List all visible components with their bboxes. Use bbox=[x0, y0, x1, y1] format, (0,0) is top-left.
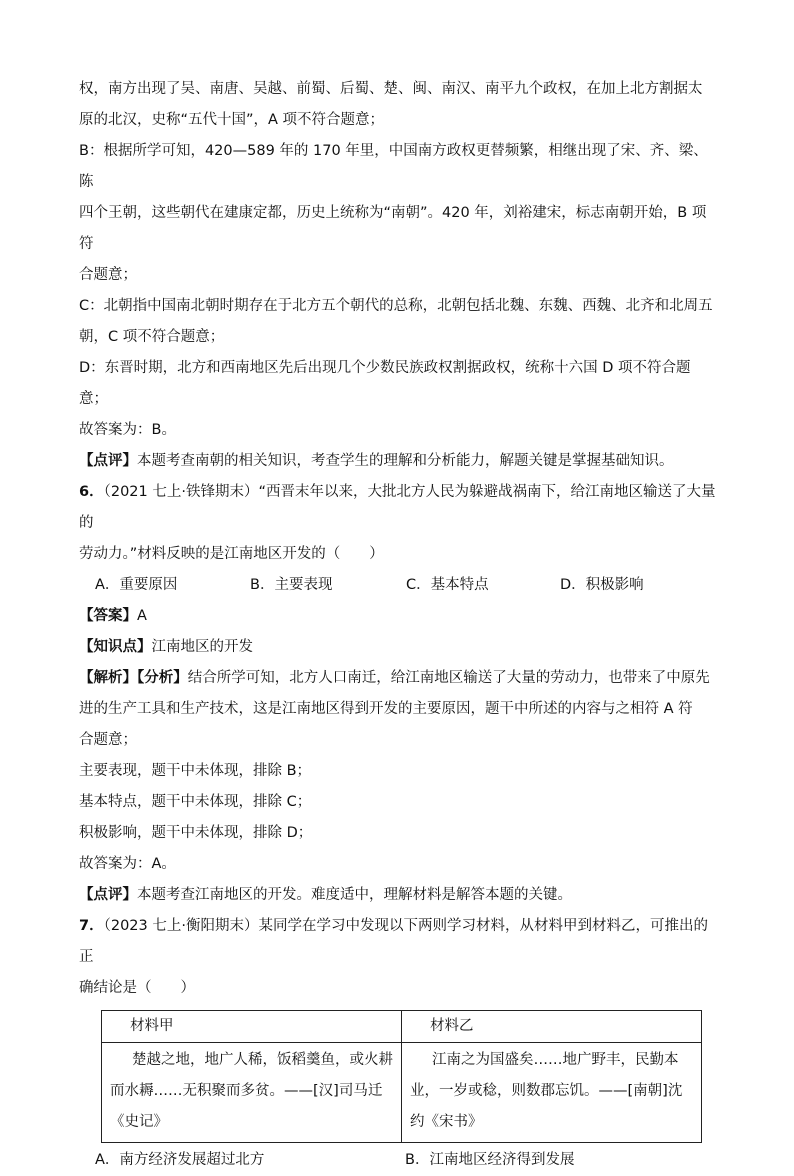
option-c: C．基本特点 bbox=[406, 577, 489, 593]
material-b-header: 材料乙 bbox=[402, 1011, 702, 1043]
option-d-analysis: D：东晋时期，北方和西南地区先后出现几个少数民族政权割据政权，统称十六国 D 项不符合题 bbox=[79, 360, 691, 376]
text-line: 权，南方出现了吴、南唐、吴越、前蜀、后蜀、楚、闽、南汉、南平九个政权，在加上北方割据太 bbox=[79, 81, 703, 97]
knowledge-point-line bbox=[79, 632, 719, 663]
option-a: A．重要原因 bbox=[95, 577, 178, 593]
comment-tag: 【点评】 bbox=[79, 887, 137, 903]
question-text: 某同学在学习中发现以下两则学习材料，从材料甲到材料乙，可推出的正 bbox=[79, 918, 708, 965]
option-b: B．江南地区经济得到发展 bbox=[405, 1152, 575, 1168]
knowledge-point-tag: 【知识点】 bbox=[79, 639, 152, 655]
material-b-content: 江南之为国盛矣……地广野丰，民勤本业，一岁或稔，则数郡忘饥。——[南朝]沈约《宋书》 bbox=[402, 1043, 702, 1143]
option-c-analysis: C：北朝指中国南北朝时期存在于北方五个朝代的总称，北朝包括北魏、东魏、西魏、北齐和北周五 bbox=[79, 298, 713, 314]
answer-line: 故答案为：B。 bbox=[79, 422, 176, 438]
comment-text: 本题考查江南地区的开发。难度适中，理解材料是解答本题的关键。 bbox=[137, 887, 572, 903]
question-text: “西晋末年以来，大批北方人民为躲避战祸南下，给江南地区输送了大量的 bbox=[79, 484, 716, 531]
option-b-analysis: B：根据所学可知，420—589 年的 170 年里，中国南方政权更替频繁，相继出现了宋、齐、梁、陈 bbox=[79, 143, 708, 190]
answer-line bbox=[79, 601, 719, 632]
exclusion-line: 基本特点，题干中未体现，排除 C； bbox=[79, 794, 312, 810]
question-number: 7． bbox=[79, 918, 104, 934]
materials-table bbox=[101, 1010, 702, 1143]
question-7-stem bbox=[79, 911, 719, 973]
question-text: 劳动力。”材料反映的是江南地区开发的（ ） bbox=[79, 546, 384, 562]
text-line: 朝，C 项不符合题意； bbox=[79, 329, 225, 345]
knowledge-point-text: 江南地区的开发 bbox=[151, 639, 253, 655]
answer-value: A bbox=[137, 608, 147, 624]
comment-line bbox=[79, 880, 719, 911]
comment-tag: 【点评】 bbox=[79, 453, 137, 469]
option-d: D．积极影响 bbox=[560, 577, 644, 593]
material-a-content: 楚越之地，地广人稀，饭稻羹鱼，或火耕而水耨……无积聚而多贫。——[汉]司马迁《史记》 bbox=[102, 1043, 402, 1143]
question-source: （2021 七上·铁锋期末） bbox=[103, 484, 259, 500]
answer-line: 故答案为：A。 bbox=[79, 856, 176, 872]
text-line: 合题意； bbox=[79, 267, 137, 283]
text-line: 意； bbox=[79, 391, 108, 407]
exclusion-line: 主要表现，题干中未体现，排除 B； bbox=[79, 763, 312, 779]
analysis-text: 结合所学可知，北方人口南迁，给江南地区输送了大量的劳动力，也带来了中原先 bbox=[187, 670, 710, 686]
answer-tag: 【答案】 bbox=[79, 608, 137, 624]
question-text: 确结论是（ ） bbox=[79, 980, 195, 996]
question-7-options bbox=[79, 1145, 719, 1176]
document-page bbox=[79, 74, 719, 1176]
comment-line bbox=[79, 446, 719, 477]
option-b: B．主要表现 bbox=[250, 577, 333, 593]
exclusion-line: 积极影响，题干中未体现，排除 D； bbox=[79, 825, 313, 841]
comment-text: 本题考查南朝的相关知识，考查学生的理解和分析能力，解题关键是掌握基础知识。 bbox=[137, 453, 674, 469]
analysis-tag: 【解析】【分析】 bbox=[79, 670, 188, 686]
question-number: 6． bbox=[79, 484, 104, 500]
analysis-line bbox=[79, 663, 719, 694]
text-line: 合题意； bbox=[79, 732, 137, 748]
text-line: 原的北汉，史称“五代十国”，A 项不符合题意； bbox=[79, 112, 385, 128]
material-a-header: 材料甲 bbox=[102, 1011, 402, 1043]
text-line: 四个王朝，这些朝代在建康定都，历史上统称为“南朝”。420 年，刘裕建宋，标志南朝开始，B 项符 bbox=[79, 205, 707, 252]
question-6-stem bbox=[79, 477, 719, 539]
question-source: （2023 七上·衡阳期末） bbox=[103, 918, 259, 934]
text-line: 进的生产工具和生产技术，这是江南地区得到开发的主要原因，题干中所述的内容与之相符 A 符 bbox=[79, 701, 693, 717]
option-a: A．南方经济发展超过北方 bbox=[95, 1152, 265, 1168]
question-6-options bbox=[79, 570, 719, 601]
